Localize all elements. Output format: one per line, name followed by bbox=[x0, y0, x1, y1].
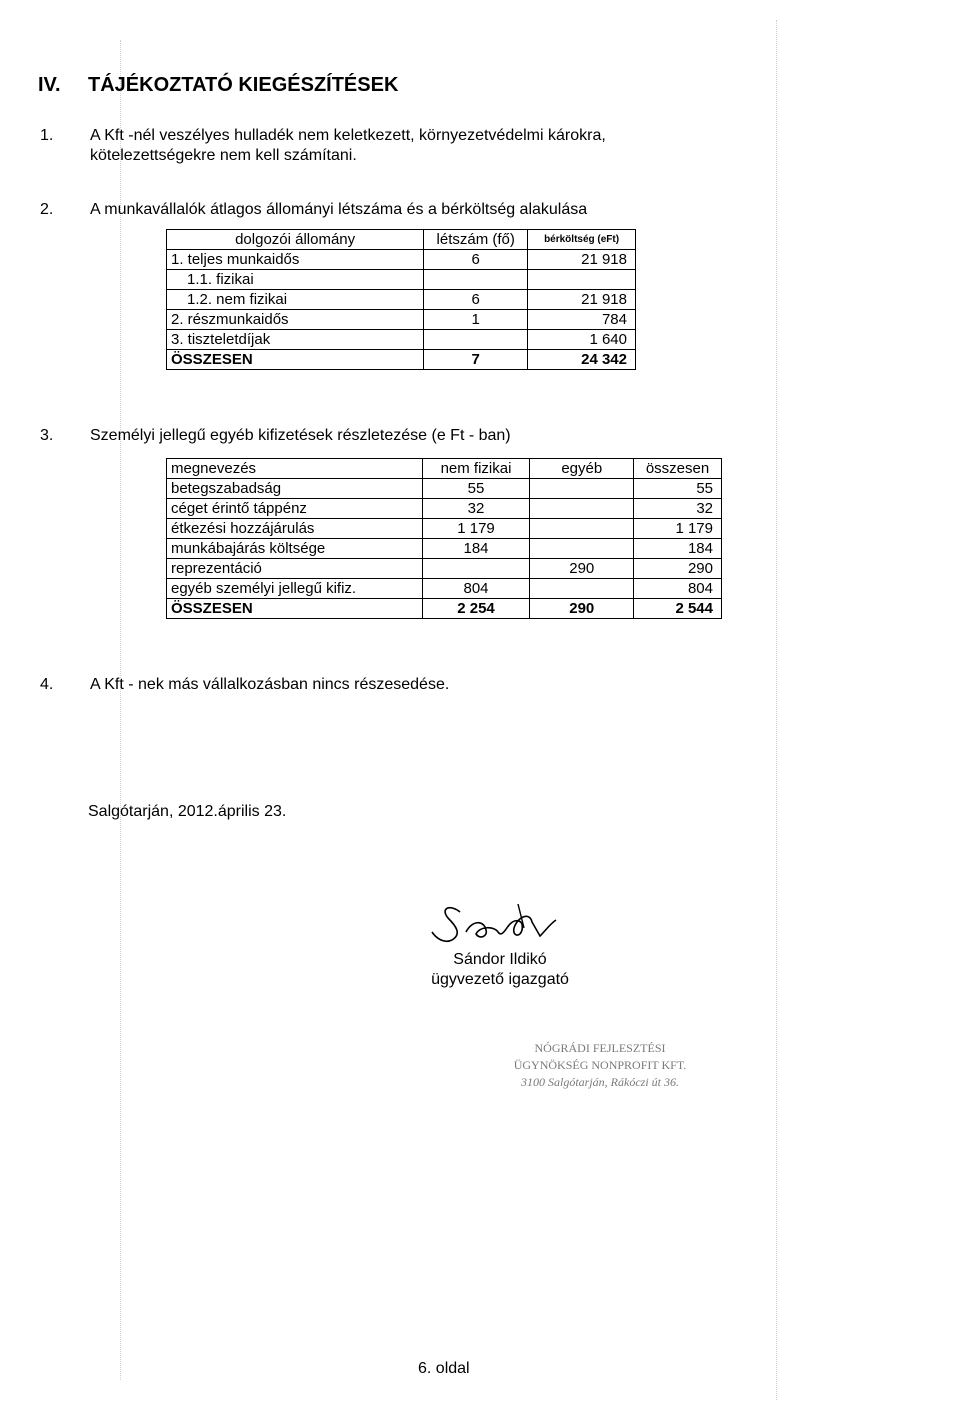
header-cell: dolgozói állomány bbox=[167, 230, 424, 250]
table-cell: 184 bbox=[634, 539, 722, 559]
company-stamp bbox=[480, 1040, 720, 1091]
table-row bbox=[167, 330, 636, 350]
header-cell: létszám (fő) bbox=[424, 230, 528, 250]
table-cell: 32 bbox=[634, 499, 722, 519]
table-header-row bbox=[167, 230, 636, 250]
table-cell: betegszabadság bbox=[167, 479, 423, 499]
table-row bbox=[167, 290, 636, 310]
table-cell: 1 179 bbox=[634, 519, 722, 539]
item-3-number: 3. bbox=[40, 427, 54, 444]
table-cell: ÖSSZESEN bbox=[167, 350, 424, 370]
stamp-line-3: 3100 Salgótarján, Rákóczi út 36. bbox=[521, 1075, 679, 1089]
table-cell: munkábajárás költsége bbox=[167, 539, 423, 559]
table-total-row bbox=[167, 599, 722, 619]
table-cell bbox=[530, 499, 634, 519]
signer-role: ügyvezető igazgató bbox=[431, 971, 569, 988]
item-4-number: 4. bbox=[40, 676, 54, 693]
page-number: 6. oldal bbox=[418, 1360, 470, 1377]
table-cell: 1. teljes munkaidős bbox=[167, 250, 424, 270]
table-cell bbox=[528, 270, 636, 290]
table-cell: 1.2. nem fizikai bbox=[167, 290, 424, 310]
table-row bbox=[167, 519, 722, 539]
header-cell: megnevezés bbox=[167, 459, 423, 479]
item-4 bbox=[40, 675, 740, 697]
item-2-number: 2. bbox=[40, 201, 54, 218]
section-number: IV. bbox=[38, 74, 61, 96]
section-heading bbox=[38, 74, 398, 97]
table-cell: 290 bbox=[530, 599, 634, 619]
table-cell: 804 bbox=[634, 579, 722, 599]
table-cell: 1 bbox=[424, 310, 528, 330]
table-cell: 784 bbox=[528, 310, 636, 330]
table-cell: 2. részmunkaidős bbox=[167, 310, 424, 330]
item-3 bbox=[40, 426, 740, 448]
table-row bbox=[167, 499, 722, 519]
signer-block bbox=[430, 950, 570, 990]
signer-name: Sándor Ildikó bbox=[453, 951, 547, 968]
table-row bbox=[167, 559, 722, 579]
table-cell: 55 bbox=[422, 479, 530, 499]
scan-artifact bbox=[120, 40, 121, 1380]
table-cell: 290 bbox=[634, 559, 722, 579]
table-cell: 1.1. fizikai bbox=[167, 270, 424, 290]
table-cell bbox=[530, 519, 634, 539]
table-row bbox=[167, 310, 636, 330]
table-cell: 32 bbox=[422, 499, 530, 519]
item-1-number: 1. bbox=[40, 127, 54, 144]
table-cell: 6 bbox=[424, 250, 528, 270]
table-total-row bbox=[167, 350, 636, 370]
table-header-row bbox=[167, 459, 722, 479]
table-row bbox=[167, 579, 722, 599]
item-4-text: A Kft - nek más vállalkozásban nincs részesedése. bbox=[90, 676, 450, 693]
section-title: TÁJÉKOZTATÓ KIEGÉSZÍTÉSEK bbox=[88, 74, 399, 96]
table-row bbox=[167, 539, 722, 559]
header-cell: bérköltség (eFt) bbox=[528, 230, 636, 250]
table-cell: 290 bbox=[530, 559, 634, 579]
table-cell: reprezentáció bbox=[167, 559, 423, 579]
table-row bbox=[167, 250, 636, 270]
item-1-line-1: A Kft -nél veszélyes hulladék nem keletkezett, környezetvédelmi károkra, bbox=[90, 127, 606, 144]
table-cell: 2 544 bbox=[634, 599, 722, 619]
table-cell: 24 342 bbox=[528, 350, 636, 370]
table-cell: 55 bbox=[634, 479, 722, 499]
item-3-text: Személyi jellegű egyéb kifizetések részletezése (e Ft - ban) bbox=[90, 427, 511, 444]
table-cell bbox=[530, 539, 634, 559]
header-cell: egyéb bbox=[530, 459, 634, 479]
table-cell: egyéb személyi jellegű kifiz. bbox=[167, 579, 423, 599]
table-row bbox=[167, 270, 636, 290]
table-cell: 6 bbox=[424, 290, 528, 310]
table-cell: 184 bbox=[422, 539, 530, 559]
table-cell: 7 bbox=[424, 350, 528, 370]
table-cell: étkezési hozzájárulás bbox=[167, 519, 423, 539]
item-2-text: A munkavállalók átlagos állományi létszáma és a bérköltség alakulása bbox=[90, 201, 588, 218]
table-cell: 1 640 bbox=[528, 330, 636, 350]
personal-payments-table bbox=[166, 458, 722, 619]
stamp-line-1: NÓGRÁDI FEJLESZTÉSI bbox=[534, 1041, 666, 1055]
table-cell bbox=[422, 559, 530, 579]
table-cell bbox=[530, 479, 634, 499]
place-date: Salgótarján, 2012.április 23. bbox=[88, 803, 287, 820]
scan-artifact bbox=[776, 20, 777, 1400]
header-cell: nem fizikai bbox=[422, 459, 530, 479]
table-cell bbox=[530, 579, 634, 599]
table-cell: 21 918 bbox=[528, 290, 636, 310]
item-1 bbox=[40, 126, 740, 170]
table-cell: 1 179 bbox=[422, 519, 530, 539]
table-cell: 804 bbox=[422, 579, 530, 599]
item-2 bbox=[40, 200, 740, 222]
table-cell bbox=[424, 330, 528, 350]
table-cell: céget érintő táppénz bbox=[167, 499, 423, 519]
table-row bbox=[167, 479, 722, 499]
table-cell bbox=[424, 270, 528, 290]
table-cell: 3. tiszteletdíjak bbox=[167, 330, 424, 350]
item-1-line-2: kötelezettségekre nem kell számítani. bbox=[90, 147, 357, 164]
table-cell: ÖSSZESEN bbox=[167, 599, 423, 619]
table-cell: 2 254 bbox=[422, 599, 530, 619]
stamp-line-2: ÜGYNÖKSÉG NONPROFIT KFT. bbox=[513, 1058, 687, 1072]
headcount-table bbox=[166, 229, 636, 370]
table-cell: 21 918 bbox=[528, 250, 636, 270]
header-cell: összesen bbox=[634, 459, 722, 479]
